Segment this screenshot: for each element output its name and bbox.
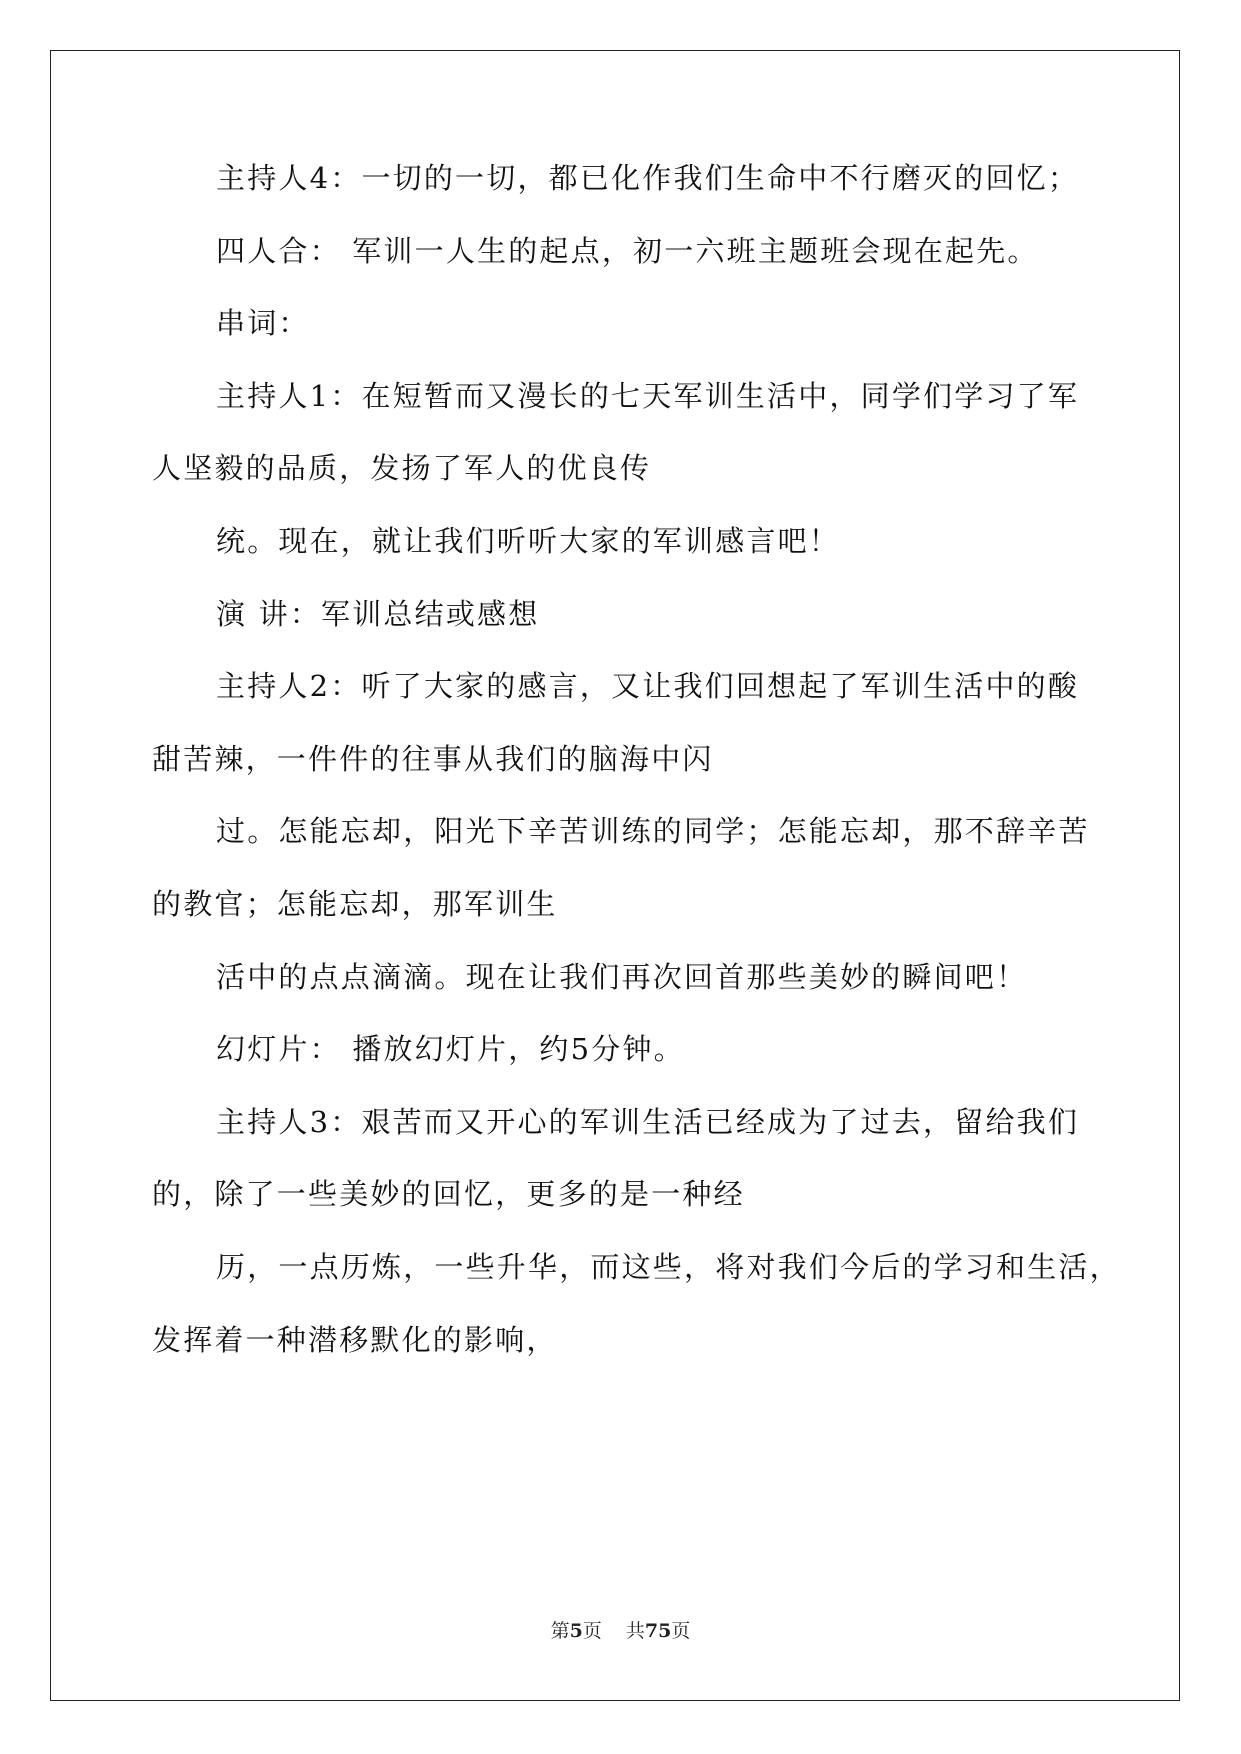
paragraph-line: 主持人4：一切的一切，都已化作我们生命中不行磨灭的回忆；: [216, 161, 1080, 195]
paragraph-line: 的教官；怎能忘却，那军训生: [152, 886, 558, 921]
paragraph-line: 人坚毅的品质，发扬了军人的优良传: [152, 451, 652, 486]
paragraph-line: 演 讲：军训总结或感想: [216, 596, 540, 631]
paragraph-line: 活中的点点滴滴。现在让我们再次回首那些美妙的瞬间吧！: [216, 959, 1028, 994]
page-number: 5: [569, 1620, 583, 1642]
paragraph-line: 统。现在，就让我们听听大家的军训感言吧！: [216, 523, 841, 558]
paragraph-line: 串词：: [216, 306, 310, 341]
page-prefix: 第: [550, 1620, 570, 1642]
paragraph-line: 发挥着一种潜移默化的影响，: [152, 1322, 558, 1357]
paragraph-line: 历，一点历炼，一些升华，而这些，将对我们今后的学习和生活，: [216, 1249, 1121, 1284]
total-suffix: 页: [671, 1620, 691, 1642]
paragraph-line: 的，除了一些美妙的回忆，更多的是一种经: [152, 1177, 745, 1212]
page-footer: [0, 1619, 1241, 1643]
document-body: [152, 160, 1121, 1394]
paragraph-line: 主持人2：听了大家的感言，又让我们回想起了军训生活中的酸: [216, 669, 1080, 704]
total-prefix: 共: [625, 1620, 645, 1642]
paragraph-line: 四人合： 军训一人生的起点，初一六班主题班会现在起先。: [216, 233, 1039, 268]
paragraph-line: 幻灯片： 播放幻灯片，约5分钟。: [216, 1032, 685, 1067]
page-suffix: 页: [582, 1620, 602, 1642]
paragraph-line: 主持人3：艰苦而又开心的军训生活已经成为了过去，留给我们: [216, 1104, 1080, 1139]
paragraph-line: 甜苦辣，一件件的往事从我们的脑海中闪: [152, 741, 714, 776]
paragraph-line: 过。怎能忘却，阳光下辛苦训练的同学；怎能忘却，那不辞辛苦: [216, 814, 1090, 849]
paragraph-line: 主持人1：在短暂而又漫长的七天军训生活中，同学们学习了军: [216, 378, 1080, 413]
total-pages: 75: [644, 1620, 672, 1642]
